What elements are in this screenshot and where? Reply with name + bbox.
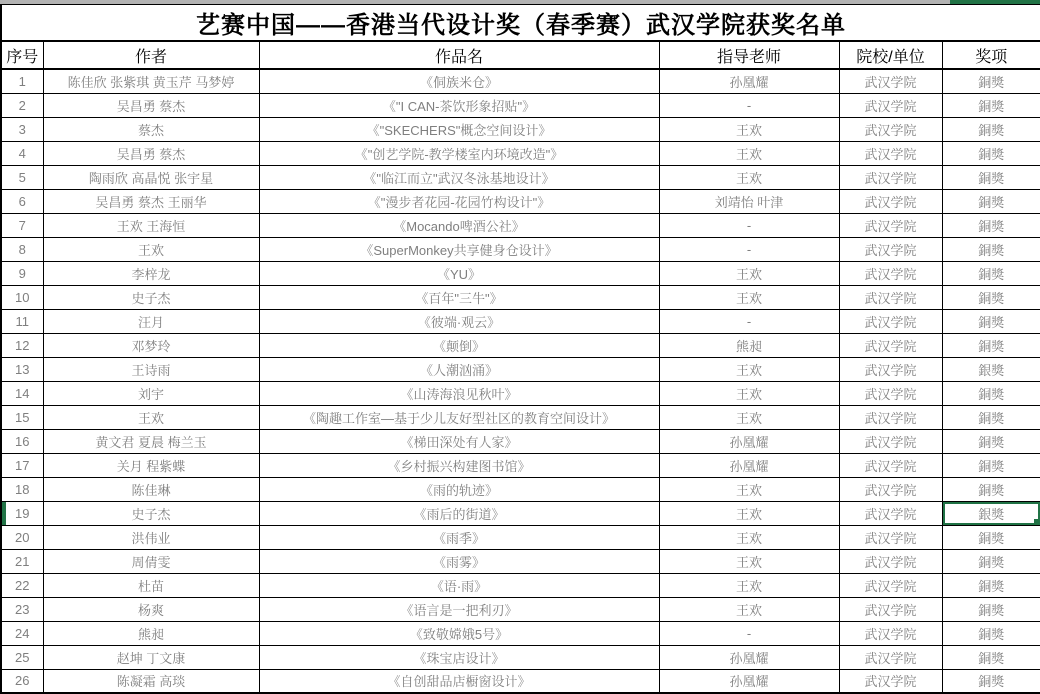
table-row — [1, 453, 1040, 477]
cell-authors[interactable]: 吴昌勇 蔡杰 — [43, 93, 259, 117]
cell-award[interactable]: 銅獎 — [942, 141, 1040, 165]
cell-authors[interactable]: 李梓龙 — [43, 261, 259, 285]
table-body — [1, 69, 1040, 693]
table-row — [1, 165, 1040, 189]
cell-institution[interactable]: 武汉学院 — [839, 621, 942, 645]
cell-no[interactable]: 10 — [1, 285, 43, 309]
table-title[interactable]: 艺赛中国——香港当代设计奖（春季赛）武汉学院获奖名单 — [1, 5, 1040, 42]
cell-work[interactable]: 《彼端·观云》 — [259, 309, 659, 333]
cell-authors[interactable]: 陈凝霜 高琰 — [43, 669, 259, 693]
table-row — [1, 309, 1040, 333]
cell-advisor[interactable]: 王欢 — [659, 597, 839, 621]
cell-authors[interactable]: 刘宇 — [43, 381, 259, 405]
cell-work[interactable]: 《雨后的街道》 — [259, 501, 659, 525]
cell-institution[interactable]: 武汉学院 — [839, 237, 942, 261]
cell-advisor[interactable]: 王欢 — [659, 573, 839, 597]
table-row — [1, 381, 1040, 405]
cell-institution[interactable]: 武汉学院 — [839, 429, 942, 453]
table-row — [1, 237, 1040, 261]
cell-no[interactable]: 11 — [1, 309, 43, 333]
cell-authors[interactable]: 杜苗 — [43, 573, 259, 597]
cell-authors[interactable]: 汪月 — [43, 309, 259, 333]
cell-advisor[interactable]: 王欢 — [659, 405, 839, 429]
cell-advisor[interactable]: 王欢 — [659, 261, 839, 285]
cell-work[interactable]: 《百年"三牛"》 — [259, 285, 659, 309]
cell-advisor[interactable]: - — [659, 621, 839, 645]
cell-no[interactable]: 13 — [1, 357, 43, 381]
cell-award[interactable]: 銅獎 — [942, 381, 1040, 405]
cell-advisor[interactable]: 孙凰耀 — [659, 645, 839, 669]
cell-no[interactable]: 26 — [1, 669, 43, 693]
cell-award[interactable]: 銅獎 — [942, 453, 1040, 477]
cell-institution[interactable]: 武汉学院 — [839, 261, 942, 285]
cell-no[interactable]: 19 — [1, 501, 43, 525]
cell-advisor[interactable]: 孙凰耀 — [659, 669, 839, 693]
cell-advisor[interactable]: 王欢 — [659, 285, 839, 309]
cell-award[interactable]: 銅獎 — [942, 237, 1040, 261]
cell-award[interactable]: 銅獎 — [942, 333, 1040, 357]
table-row — [1, 525, 1040, 549]
cell-no[interactable]: 14 — [1, 381, 43, 405]
cell-institution[interactable]: 武汉学院 — [839, 381, 942, 405]
table-row — [1, 405, 1040, 429]
cell-award[interactable]: 銅獎 — [942, 525, 1040, 549]
cell-no[interactable]: 20 — [1, 525, 43, 549]
cell-authors[interactable]: 陶雨欣 高晶悦 张宇星 — [43, 165, 259, 189]
cell-institution[interactable]: 武汉学院 — [839, 165, 942, 189]
cell-award[interactable]: 銀獎 — [942, 357, 1040, 381]
cell-no[interactable]: 7 — [1, 213, 43, 237]
cell-work[interactable]: 《陶趣工作室—基于少儿友好型社区的教育空间设计》 — [259, 405, 659, 429]
cell-no[interactable]: 16 — [1, 429, 43, 453]
cell-institution[interactable]: 武汉学院 — [839, 141, 942, 165]
title-row — [1, 5, 1040, 42]
cell-award[interactable]: 銅獎 — [942, 669, 1040, 693]
table-row — [1, 669, 1040, 693]
cell-advisor[interactable]: - — [659, 213, 839, 237]
cell-advisor[interactable]: - — [659, 93, 839, 117]
cell-award[interactable]: 銅獎 — [942, 645, 1040, 669]
cell-work[interactable]: 《"I CAN-茶饮形象招贴"》 — [259, 93, 659, 117]
cell-work[interactable]: 《致敬嫦娥5号》 — [259, 621, 659, 645]
cell-no[interactable]: 2 — [1, 93, 43, 117]
cell-advisor[interactable]: 王欢 — [659, 477, 839, 501]
cell-no[interactable]: 12 — [1, 333, 43, 357]
table-row — [1, 261, 1040, 285]
header-row — [1, 41, 1040, 69]
table-row — [1, 645, 1040, 669]
cell-no[interactable]: 21 — [1, 549, 43, 573]
cell-institution[interactable]: 武汉学院 — [839, 93, 942, 117]
cell-authors[interactable]: 王欢 — [43, 405, 259, 429]
cell-authors[interactable]: 周倩雯 — [43, 549, 259, 573]
cell-institution[interactable]: 武汉学院 — [839, 597, 942, 621]
cell-no[interactable]: 22 — [1, 573, 43, 597]
cell-award[interactable]: 銅獎 — [942, 189, 1040, 213]
table-row — [1, 213, 1040, 237]
cell-work[interactable]: 《YU》 — [259, 261, 659, 285]
cell-authors[interactable]: 杨爽 — [43, 597, 259, 621]
cell-award[interactable]: 銅獎 — [942, 597, 1040, 621]
table-row — [1, 69, 1040, 93]
cell-no[interactable]: 1 — [1, 69, 43, 93]
table-row — [1, 357, 1040, 381]
cell-award[interactable]: 銅獎 — [942, 549, 1040, 573]
cell-no[interactable]: 9 — [1, 261, 43, 285]
cell-authors[interactable]: 吴昌勇 蔡杰 王丽华 — [43, 189, 259, 213]
cell-advisor[interactable]: 王欢 — [659, 501, 839, 525]
cell-authors[interactable]: 邓梦玲 — [43, 333, 259, 357]
cell-advisor[interactable]: 王欢 — [659, 549, 839, 573]
cell-authors[interactable]: 史子杰 — [43, 285, 259, 309]
cell-award[interactable]: 銅獎 — [942, 69, 1040, 93]
cell-work[interactable]: 《颠倒》 — [259, 333, 659, 357]
table-row — [1, 477, 1040, 501]
cell-no[interactable]: 23 — [1, 597, 43, 621]
cell-advisor[interactable]: - — [659, 237, 839, 261]
table-row — [1, 141, 1040, 165]
cell-work[interactable]: 《"SKECHERS"概念空间设计》 — [259, 117, 659, 141]
cell-work[interactable]: 《自创甜品店橱窗设计》 — [259, 669, 659, 693]
cell-work[interactable]: 《雨季》 — [259, 525, 659, 549]
cell-institution[interactable]: 武汉学院 — [839, 333, 942, 357]
cell-advisor[interactable]: 孙凰耀 — [659, 69, 839, 93]
column-header-authors[interactable]: 作者 — [43, 41, 259, 69]
cell-no[interactable]: 6 — [1, 189, 43, 213]
awards-table — [0, 4, 1040, 694]
cell-institution[interactable]: 武汉学院 — [839, 645, 942, 669]
cell-no[interactable]: 8 — [1, 237, 43, 261]
table-row — [1, 573, 1040, 597]
cell-work[interactable]: 《梯田深处有人家》 — [259, 429, 659, 453]
cell-work[interactable]: 《侗族米仓》 — [259, 69, 659, 93]
cell-award[interactable]: 銅獎 — [942, 213, 1040, 237]
cell-institution[interactable]: 武汉学院 — [839, 573, 942, 597]
cell-no[interactable]: 3 — [1, 117, 43, 141]
cell-award[interactable]: 銅獎 — [942, 573, 1040, 597]
cell-award[interactable]: 銅獎 — [942, 309, 1040, 333]
cell-no[interactable]: 4 — [1, 141, 43, 165]
cell-no[interactable]: 24 — [1, 621, 43, 645]
cell-work[interactable]: 《山涛海浪见秋叶》 — [259, 381, 659, 405]
cell-authors[interactable]: 陈佳欣 张紫琪 黄玉芹 马梦婷 — [43, 69, 259, 93]
cell-authors[interactable]: 吴昌勇 蔡杰 — [43, 141, 259, 165]
cell-work[interactable]: 《"临江而立"武汉冬泳基地设计》 — [259, 165, 659, 189]
cell-no[interactable]: 5 — [1, 165, 43, 189]
cell-advisor[interactable]: 孙凰耀 — [659, 429, 839, 453]
table-row — [1, 333, 1040, 357]
cell-award[interactable]: 銅獎 — [942, 261, 1040, 285]
cell-advisor[interactable]: 王欢 — [659, 165, 839, 189]
cell-institution[interactable]: 武汉学院 — [839, 213, 942, 237]
cell-institution[interactable]: 武汉学院 — [839, 477, 942, 501]
cell-institution[interactable]: 武汉学院 — [839, 405, 942, 429]
cell-no[interactable]: 15 — [1, 405, 43, 429]
column-header-index[interactable]: 序号 — [1, 41, 43, 69]
cell-institution[interactable]: 武汉学院 — [839, 69, 942, 93]
cell-work[interactable]: 《人潮汹涌》 — [259, 357, 659, 381]
cell-authors[interactable]: 王欢 王海恒 — [43, 213, 259, 237]
cell-award[interactable]: 銅獎 — [942, 117, 1040, 141]
table-row — [1, 621, 1040, 645]
cell-work[interactable]: 《珠宝店设计》 — [259, 645, 659, 669]
cell-no[interactable]: 18 — [1, 477, 43, 501]
cell-institution[interactable]: 武汉学院 — [839, 525, 942, 549]
cell-work[interactable]: 《雨的轨迹》 — [259, 477, 659, 501]
cell-institution[interactable]: 武汉学院 — [839, 501, 942, 525]
cell-authors[interactable]: 王欢 — [43, 237, 259, 261]
cell-advisor[interactable]: 孙凰耀 — [659, 453, 839, 477]
cell-authors[interactable]: 蔡杰 — [43, 117, 259, 141]
cell-no[interactable]: 25 — [1, 645, 43, 669]
cell-advisor[interactable]: 刘靖怡 叶津 — [659, 189, 839, 213]
column-header-award[interactable]: 奖项 — [942, 41, 1040, 69]
column-header-work[interactable]: 作品名 — [259, 41, 659, 69]
cell-advisor[interactable]: - — [659, 309, 839, 333]
table-row — [1, 189, 1040, 213]
cell-authors[interactable]: 陈佳琳 — [43, 477, 259, 501]
cell-institution[interactable]: 武汉学院 — [839, 285, 942, 309]
cell-work[interactable]: 《Mocando啤酒公社》 — [259, 213, 659, 237]
cell-authors[interactable]: 赵坤 丁文康 — [43, 645, 259, 669]
cell-work[interactable]: 《SuperMonkey共享健身仓设计》 — [259, 237, 659, 261]
cell-no[interactable]: 17 — [1, 453, 43, 477]
cell-institution[interactable]: 武汉学院 — [839, 549, 942, 573]
cell-authors[interactable]: 熊昶 — [43, 621, 259, 645]
cell-advisor[interactable]: 王欢 — [659, 117, 839, 141]
cell-work[interactable]: 《语言是一把利刃》 — [259, 597, 659, 621]
cell-work[interactable]: 《"创艺学院-教学楼室内环境改造"》 — [259, 141, 659, 165]
cell-institution[interactable]: 武汉学院 — [839, 357, 942, 381]
cell-authors[interactable]: 洪伟业 — [43, 525, 259, 549]
table-row — [1, 429, 1040, 453]
cell-award[interactable]: 銅獎 — [942, 621, 1040, 645]
cell-award[interactable]: 銅獎 — [942, 285, 1040, 309]
cell-institution[interactable]: 武汉学院 — [839, 189, 942, 213]
cell-award[interactable]: 銅獎 — [942, 165, 1040, 189]
cell-authors[interactable]: 王诗雨 — [43, 357, 259, 381]
cell-institution[interactable]: 武汉学院 — [839, 117, 942, 141]
cell-advisor[interactable]: 王欢 — [659, 525, 839, 549]
cell-advisor[interactable]: 王欢 — [659, 141, 839, 165]
cell-award[interactable]: 銅獎 — [942, 429, 1040, 453]
cell-award[interactable]: 銅獎 — [942, 405, 1040, 429]
cell-advisor[interactable]: 熊昶 — [659, 333, 839, 357]
cell-institution[interactable]: 武汉学院 — [839, 669, 942, 693]
cell-award[interactable]: 銅獎 — [942, 477, 1040, 501]
column-header-institution[interactable]: 院校/单位 — [839, 41, 942, 69]
cell-work[interactable]: 《雨雾》 — [259, 549, 659, 573]
column-header-advisor[interactable]: 指导老师 — [659, 41, 839, 69]
table-row — [1, 117, 1040, 141]
table-row — [1, 285, 1040, 309]
table-row — [1, 93, 1040, 117]
cell-authors[interactable]: 关月 程紫蝶 — [43, 453, 259, 477]
cell-advisor[interactable]: 王欢 — [659, 357, 839, 381]
cell-award[interactable]: 銀獎 — [942, 501, 1040, 525]
cell-work[interactable]: 《语·雨》 — [259, 573, 659, 597]
cell-institution[interactable]: 武汉学院 — [839, 309, 942, 333]
cell-institution[interactable]: 武汉学院 — [839, 453, 942, 477]
cell-authors[interactable]: 史子杰 — [43, 501, 259, 525]
cell-work[interactable]: 《乡村振兴构建图书馆》 — [259, 453, 659, 477]
selected-row-indicator — [2, 502, 6, 525]
cell-advisor[interactable]: 王欢 — [659, 381, 839, 405]
cell-authors[interactable]: 黄文君 夏晨 梅兰玉 — [43, 429, 259, 453]
cell-award[interactable]: 銅獎 — [942, 93, 1040, 117]
table-row — [1, 549, 1040, 573]
cell-work[interactable]: 《"漫步者花园-花园竹构设计"》 — [259, 189, 659, 213]
table-row — [1, 597, 1040, 621]
table-row — [1, 501, 1040, 525]
fill-handle[interactable] — [1034, 519, 1040, 525]
